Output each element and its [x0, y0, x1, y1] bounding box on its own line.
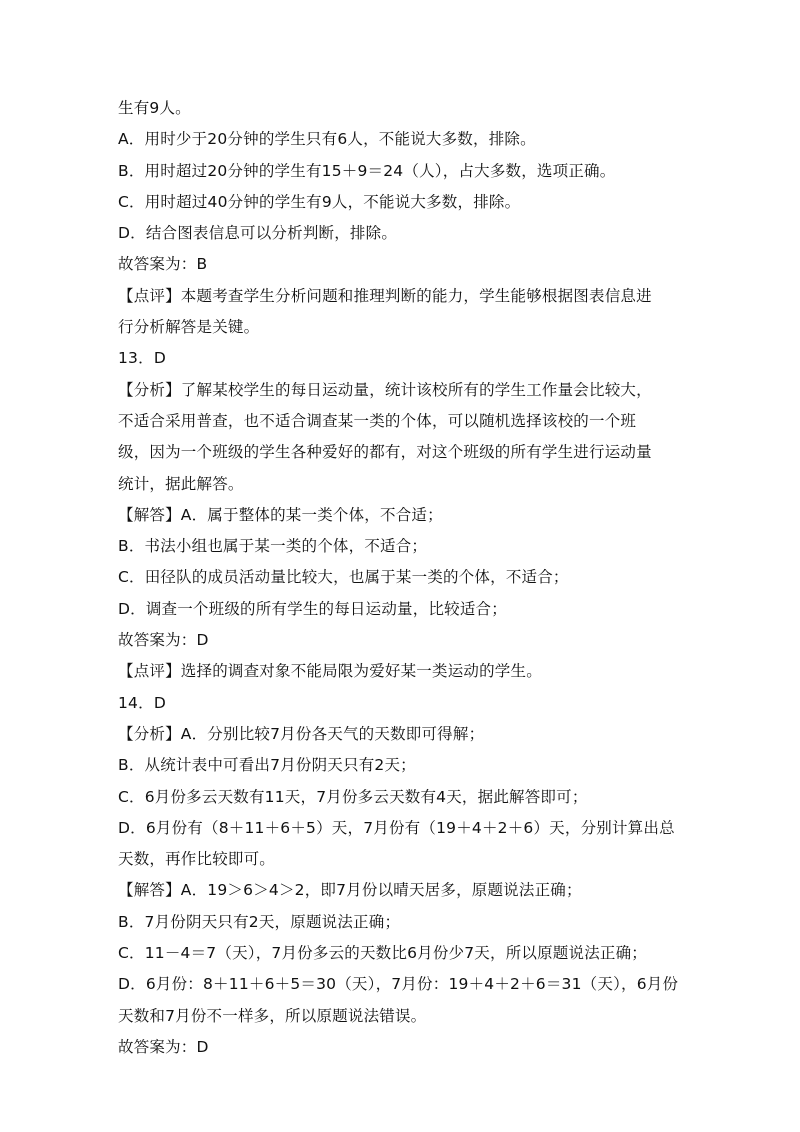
text-line: C．田径队的成员活动量比较大，也属于某一类的个体，不适合；: [118, 568, 569, 587]
solution-line: 【解答】A．19＞6＞4＞2，即7月份以晴天居多，原题说法正确；: [118, 881, 582, 900]
text-line: 天数，再作比较即可。: [118, 850, 276, 869]
text-line: B．用时超过20分钟的学生有15＋9＝24（人），占大多数，选项正确。: [118, 161, 616, 180]
document-body: [118, 93, 684, 1063]
text-line: D．6月份：8＋11＋6＋5＝30（天），7月份：19＋4＋2＋6＝31（天），6月份: [118, 975, 679, 994]
solution-line: 【解答】A．属于整体的某一类个体，不合适；: [118, 505, 443, 524]
analysis-line: 【分析】了解某校学生的每日运动量，统计该校所有的学生工作量会比较大，: [118, 380, 652, 399]
text-line: 天数和7月份不一样多，所以原题说法错误。: [118, 1006, 427, 1025]
text-line: 不适合采用普查，也不适合调查某一类的个体，可以随机选择该校的一个班: [118, 411, 637, 430]
text-line: A．用时少于20分钟的学生只有6人，不能说大多数，排除。: [118, 130, 536, 149]
text-line: 统计，据此解答。: [118, 474, 244, 493]
text-line: C．用时超过40分钟的学生有9人，不能说大多数，排除。: [118, 192, 521, 211]
text-line: B．书法小组也属于某一类的个体，不适合；: [118, 537, 428, 556]
answer-line: 故答案为：D: [118, 631, 209, 650]
text-line: 行分析解答是关键。: [118, 318, 260, 337]
answer-line: 故答案为：D: [118, 1037, 209, 1056]
question-number: 13．D: [118, 349, 166, 368]
answer-line: 故答案为：B: [118, 255, 208, 274]
question-number: 14．D: [118, 693, 166, 712]
text-line: B．从统计表中可看出7月份阴天只有2天；: [118, 756, 416, 775]
text-line: D．调查一个班级的所有学生的每日运动量，比较适合；: [118, 599, 507, 618]
comment-line: 【点评】本题考查学生分析问题和推理判断的能力，学生能够根据图表信息进: [118, 286, 652, 305]
text-line: C．11－4＝7（天），7月份多云的天数比6月份少7天，所以原题说法正确；: [118, 944, 648, 963]
text-line: C．6月份多云天数有11天，7月份多云天数有4天，据此解答即可；: [118, 787, 588, 806]
text-line: 生有9人。: [118, 99, 191, 117]
text-line: D．6月份有（8＋11＋6＋5）天，7月份有（19＋4＋2＋6）天，分别计算出总: [118, 818, 675, 837]
text-line: D．结合图表信息可以分析判断，排除。: [118, 224, 398, 243]
text-line: 级，因为一个班级的学生各种爱好的都有，对这个班级的所有学生进行运动量: [118, 443, 652, 462]
text-line: B．7月份阴天只有2天，原题说法正确；: [118, 912, 401, 931]
comment-line: 【点评】选择的调查对象不能局限为爱好某一类运动的学生。: [118, 662, 542, 681]
analysis-line: 【分析】A．分别比较7月份各天气的天数即可得解；: [118, 724, 485, 743]
